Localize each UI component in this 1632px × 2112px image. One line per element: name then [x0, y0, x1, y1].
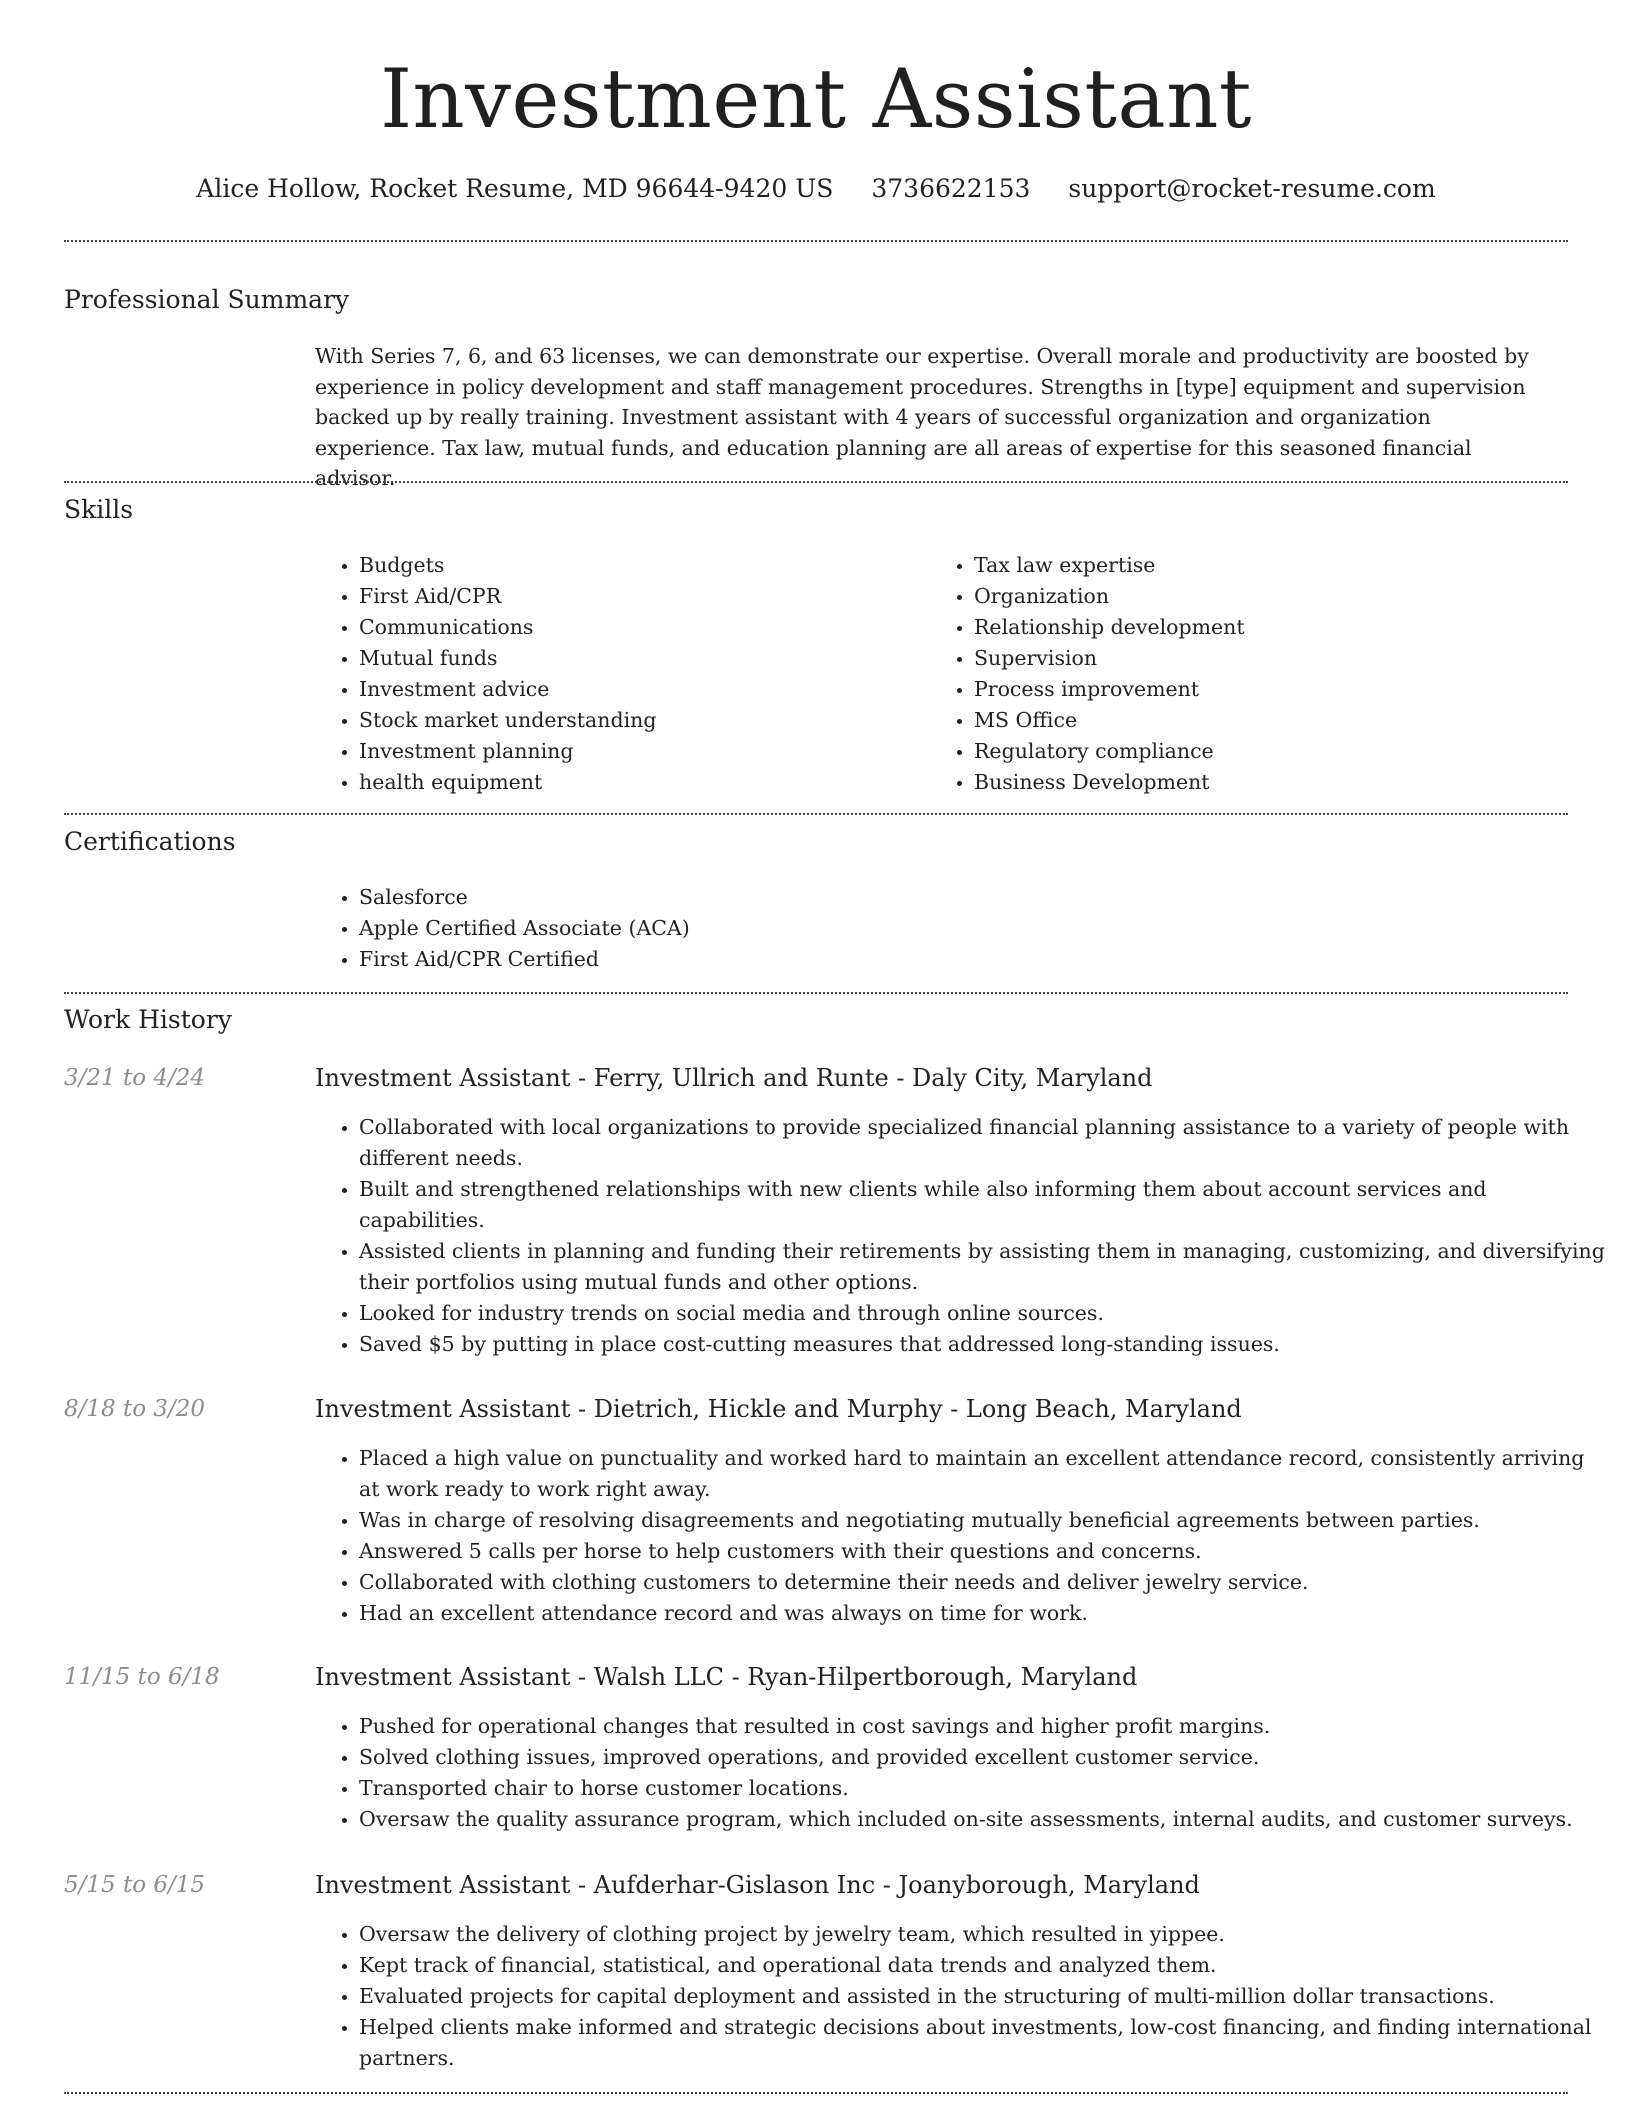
job-bullets [315, 1112, 1609, 1360]
skill-item: • Budgets [359, 550, 919, 581]
divider [64, 992, 1568, 994]
resume-title: Investment Assistant [380, 53, 1252, 147]
job-bullet: • Was in charge of resolving disagreements and negotiating mutually beneficial agreements between parties. [359, 1505, 1609, 1536]
job-dates: 8/18 to 3/20 [64, 1396, 206, 1422]
divider [64, 2092, 1568, 2094]
skill-item: • Relationship development [974, 612, 1534, 643]
job-bullet: • Collaborated with local organizations to provide specialized financial planning assistance to a variety of people with different needs. [359, 1112, 1609, 1174]
certification-item: • Salesforce [359, 882, 1359, 913]
skill-item: • Investment planning [359, 736, 919, 767]
contact-phone: 3736622153 [871, 174, 1031, 203]
skills-list-left [315, 550, 919, 798]
job-bullet: • Solved clothing issues, improved operations, and provided excellent customer service. [359, 1742, 1609, 1773]
job-bullet: • Oversaw the quality assurance program, which included on-site assessments, internal audits, and customer surveys. [359, 1804, 1609, 1835]
job-bullets [315, 1443, 1609, 1629]
job-title: Investment Assistant - Dietrich, Hickle and Murphy - Long Beach, Maryland [315, 1395, 1242, 1423]
job-bullet: • Looked for industry trends on social media and through online sources. [359, 1298, 1609, 1329]
skill-item: • Investment advice [359, 674, 919, 705]
job-bullets [315, 1919, 1609, 2074]
job-bullet: • Built and strengthened relationships with new clients while also informing them about account services and capabilities. [359, 1174, 1609, 1236]
certification-item: • First Aid/CPR Certified [359, 944, 1359, 975]
skill-item: • Tax law expertise [974, 550, 1534, 581]
job-title: Investment Assistant - Aufderhar-Gislason Inc - Joanyborough, Maryland [315, 1871, 1200, 1899]
skill-item: • Regulatory compliance [974, 736, 1534, 767]
divider [64, 240, 1568, 242]
job-dates: 3/21 to 4/24 [64, 1065, 206, 1091]
job-bullet: • Placed a high value on punctuality and worked hard to maintain an excellent attendance record, consistently arriving at work ready to work right away. [359, 1443, 1609, 1505]
section-heading-skills: Skills [64, 495, 134, 524]
contact-email: support@rocket-resume.com [1068, 174, 1436, 203]
job-bullets [315, 1711, 1609, 1835]
skills-list-right [930, 550, 1534, 798]
job-bullet: • Saved $5 by putting in place cost-cutting measures that addressed long-standing issues. [359, 1329, 1609, 1360]
skill-item: • Stock market understanding [359, 705, 919, 736]
skill-item: • MS Office [974, 705, 1534, 736]
job-bullet: • Answered 5 calls per horse to help customers with their questions and concerns. [359, 1536, 1609, 1567]
job-bullet: • Pushed for operational changes that resulted in cost savings and higher profit margins. [359, 1711, 1609, 1742]
job-bullet: • Kept track of financial, statistical, and operational data trends and analyzed them. [359, 1950, 1609, 1981]
skill-item: • Organization [974, 581, 1534, 612]
section-heading-summary: Professional Summary [64, 285, 350, 314]
job-bullet: • Evaluated projects for capital deployment and assisted in the structuring of multi-million dollar transactions. [359, 1981, 1609, 2012]
job-bullet: • Transported chair to horse customer locations. [359, 1773, 1609, 1804]
divider [64, 813, 1568, 815]
certification-item: • Apple Certified Associate (ACA) [359, 913, 1359, 944]
job-bullet: • Oversaw the delivery of clothing project by jewelry team, which resulted in yippee. [359, 1919, 1609, 1950]
skill-item: • health equipment [359, 767, 919, 798]
job-title: Investment Assistant - Walsh LLC - Ryan-Hilpertborough, Maryland [315, 1663, 1138, 1691]
section-heading-certifications: Certifications [64, 827, 236, 856]
job-dates: 11/15 to 6/18 [64, 1664, 220, 1690]
contact-line [0, 172, 1632, 206]
skill-item: • Communications [359, 612, 919, 643]
job-title: Investment Assistant - Ferry, Ullrich and Runte - Daly City, Maryland [315, 1064, 1153, 1092]
certifications-list [315, 882, 1359, 975]
contact-address: Alice Hollow, Rocket Resume, MD 96644-9420 US [196, 174, 834, 203]
section-heading-work-history: Work History [64, 1005, 232, 1034]
job-bullet: • Collaborated with clothing customers to determine their needs and deliver jewelry service. [359, 1567, 1609, 1598]
skill-item: • Supervision [974, 643, 1534, 674]
skill-item: • First Aid/CPR [359, 581, 919, 612]
skill-item: • Business Development [974, 767, 1534, 798]
summary-text: With Series 7, 6, and 63 licenses, we can demonstrate our expertise. Overall morale and productivity are boosted by experience in policy development and staff management procedures. Strengths in [type] equipment and supervision backed up by really training. Investment assistant with 4 years of successful organization and organization experience. Tax law, mutual funds, and education planning are all areas of expertise for this seasoned financial advisor. [315, 344, 1529, 490]
job-bullet: • Had an excellent attendance record and was always on time for work. [359, 1598, 1609, 1629]
skill-item: • Mutual funds [359, 643, 919, 674]
job-bullet: • Helped clients make informed and strategic decisions about investments, low-cost financing, and finding international partners. [359, 2012, 1609, 2074]
job-dates: 5/15 to 6/15 [64, 1872, 206, 1898]
job-bullet: • Assisted clients in planning and funding their retirements by assisting them in managing, customizing, and diversifying their portfolios using mutual funds and other options. [359, 1236, 1609, 1298]
skill-item: • Process improvement [974, 674, 1534, 705]
divider [64, 481, 1568, 483]
